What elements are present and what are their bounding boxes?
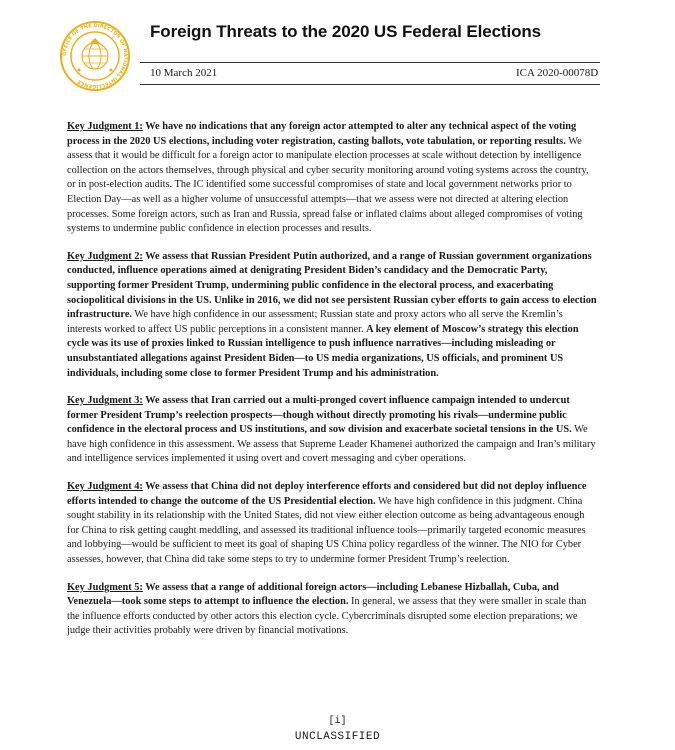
- key-judgment-bold: We have no indications that any foreign actor attempted to alter any technical aspect of the voting process in the 2020 US elections, including voter registration, casting ballots, vote tabulation, or reporting results.: [67, 121, 577, 147]
- key-judgment-bold-2: A key element of Moscow’s strategy this election cycle was its use of proxies linked to Russian intelligence to push influence narratives—including misleading or unsubstantiated allegations against President Biden—to US media organizations, US officials, and prominent US individuals, including some close to former President Trump and his administration.: [67, 323, 579, 379]
- key-judgment-text: We have high confidence in this judgment. China sought stability in its relationship with the United States, did not view either election outcome as being advantageous enough for China to risk getting caught meddling, and assessed its traditional influence tools—primarily targeted economic measures and lobbying—would be sufficient to meet its goal of shaping US China policy regardless of the winner. The NIO for Cyber assesses, however, that China did take some steps to try to undermine former President Trump’s reelection.: [67, 495, 586, 566]
- key-judgment-label: Key Judgment 5:: [67, 581, 143, 593]
- key-judgment-label: Key Judgment 2:: [67, 250, 143, 262]
- key-judgment-label: Key Judgment 1:: [67, 121, 143, 132]
- key-judgment-5: [67, 581, 598, 639]
- key-judgment-2: [67, 250, 598, 381]
- key-judgment-text: We have high confidence in our assessment; Russian state and proxy actors who all serve the Kremlin’s interests worked to affect US public perceptions in a consistent manner.: [67, 309, 563, 335]
- header-divider-top: [140, 62, 600, 63]
- key-judgment-bold: We assess that China did not deploy interference efforts and considered but did not deploy influence efforts intended to change the outcome of the US Presidential election.: [67, 481, 587, 507]
- document-title: Foreign Threats to the 2020 US Federal Elections: [150, 22, 542, 41]
- key-judgment-bold: We assess that Iran carried out a multi-pronged covert influence campaign intended to undercut former President Trump’s reelection prospects—though without directly promoting his rivals—undermine public confidence in the electoral process and US institutions, and sow division and exacerbate societal tensions in the US.: [67, 395, 572, 436]
- classification-marking: UNCLASSIFIED: [294, 731, 381, 743]
- header-divider-bottom: [140, 84, 600, 85]
- document-id: ICA 2020-00078D: [516, 67, 599, 79]
- key-judgment-text: We assess that it would be difficult for a foreign actor to manipulate election processes at scale without detection by intelligence collection on the actors themselves, through physical and cyber security monitoring around voting systems across the country, or in post-election audits. The IC identified some successful compromises of state and local government networks prior to Election Day—as well as a higher volume of unsuccessful attempts—that we assess were not directed at altering election processes. Some foreign actors, such as Iran and Russia, spread false or inflated claims about alleged compromises of voting systems to undermine public confidence in election processes and results.: [67, 135, 589, 235]
- key-judgment-label: Key Judgment 3:: [67, 395, 143, 407]
- document-date: 10 March 2021: [150, 67, 218, 79]
- key-judgment-label: Key Judgment 4:: [67, 481, 143, 493]
- key-judgment-bold: We assess that a range of additional foreign actors—including Lebanese Hizballah, Cuba, and Venezuela—took some steps to attempt to influence the election.: [67, 581, 559, 608]
- key-judgment-text: We have high confidence in this assessment. We assess that Supreme Leader Khamenei authorized the campaign and Iran’s military and intelligence services implemented it using overt and covert messaging and cyber operations.: [67, 424, 596, 465]
- key-judgments: [67, 120, 598, 652]
- key-judgment-1: [67, 120, 598, 237]
- key-judgment-4: [67, 480, 598, 568]
- seal-text: OFFICE OF THE DIRECTOR OF NATIONAL INTELLIGENCE: [61, 22, 129, 90]
- key-judgment-text: In general, we assess that they were smaller in scale than the influence efforts conducted by other actors this election cycle. Cybercriminals disrupted some election preparations; we judge their activities probably were driven by financial motivations.: [67, 596, 587, 637]
- key-judgment-3: [67, 394, 598, 467]
- key-judgment-bold: We assess that Russian President Putin authorized, and a range of Russian government organizations conducted, influence operations aimed at denigrating President Biden’s candidacy and the Democratic Party, supporting former President Trump, undermining public confidence in the electoral process, and exacerbating sociopolitical divisions in the US. Unlike in 2016, we did not see persistent Russian cyber efforts to gain access to election infrastructure.: [67, 250, 597, 321]
- page-number: [i]: [328, 716, 347, 727]
- odni-seal-icon: [59, 20, 131, 92]
